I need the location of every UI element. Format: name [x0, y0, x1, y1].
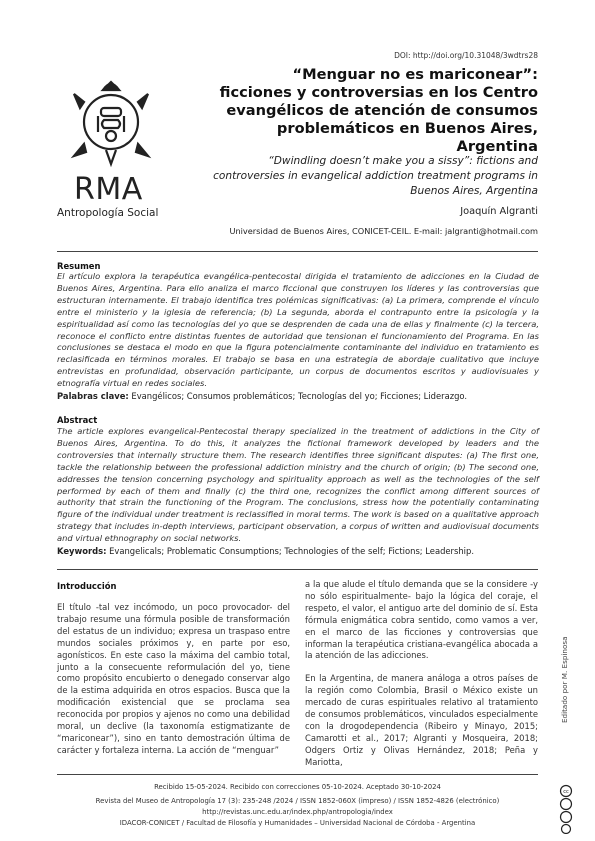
creative-commons-icon[interactable] [559, 784, 573, 834]
intro-paragraph: a la que alude el título demanda que se la considere -y no sólo espiritualmente- bajo la lógica del coraje, el respeto, el valor, el antiguo arte del dominio de sí. Esta fórmula enigmática cobra sentido, como vamos a ver, en el marco de las ficciones y controversias que informan la terapéutica cristiana-evangélica abocada a la atención de las adicciones. [305, 579, 538, 661]
resumen-text: El artículo explora la terapéutica evangélica-pentecostal dirigida el tratamiento de adicciones en la Ciudad de Buenos Aires, Argentina. Para ello analiza el marco ficcional que construyen los líderes y las controversias que estructuran internamente. El trabajo identifica tres polémicas significativas: (a) La primera, comprende el vínculo entre el ministerio y la iglesia de referencia; (b) La segunda, aborda el contrapunto entre la psicología y la espiritualidad así como las tecnologías del yo que se desprenden de cada una de ellas y finalmente (c) la tercera, reconoce el conflicto entre distintas fuentes de autoridad que tensionan el funcionamiento del Programa. En las conclusiones se destaca el modo en que la figura potencialmente contaminante del individuo en tratamiento es reclasificada en términos morales. El trabajo se basa en una estrategia de abordaje cualitativo que incluye entrevistas en profundidad, observación participante, un corpus de documentos escritos y audiovisuales y etnografía virtual en redes sociales. [57, 271, 539, 389]
keywords-es [57, 391, 539, 401]
svg-text:cc: cc [563, 789, 569, 795]
intro-column-left: El título -tal vez incómodo, un poco provocador- del trabajo resume una fórmula posible de transformación del estatus de un individuo; expresa un traspaso entre mundos sociales próximos y, en parte por eso, agonísticos. En este caso la máxima del cambio total, junto a la consecuente reformulación del yo, tiene como propósito encubierto o denegado conservar algo de la estima adquirida en otros espacios. Busca que la modificación existencial que se proclama sea reconocida por propios y ajenos no como una debilidad moral, un declive (la taxonomía estigmatizante de “mariconear”), sino en tanto demostración última de carácter y fortaleza interna. La acción de “menguar” [57, 602, 290, 755]
keywords-en [57, 546, 539, 556]
journal-url[interactable]: http://revistas.unc.edu.ar/index.php/antropologia/index [202, 808, 393, 816]
divider [57, 569, 538, 570]
institution-line: IDACOR-CONICET / Facultad de Filosofía y Humanidades – Universidad Nacional de Córdoba - Argentina [119, 819, 476, 827]
intro-column-right [305, 579, 538, 780]
journal-line: Revista del Museo de Antropología 17 (3): 235-248 /2024 / ISSN 1852-060X (impreso) / ISSN 1852-4826 (electrónico) [95, 797, 500, 805]
keywords-es-label: Palabras clave: [57, 391, 129, 401]
article-title-en: “Dwindling doesn’t make you a sissy”: fictions and controversies in evangelical addiction treatment programs in Buenos Aires, Argentina [213, 155, 538, 197]
intro-paragraph: En la Argentina, de manera análoga a otros países de la región como Colombia, Brasil o México existe un mercado de curas espirituales relativo al tratamiento de consumos problemáticos, vinculados especialmente con la drogodependencia (Ribeiro y Minayo, 2015; Camarotti et al., 2017; Algranti y Mosqueira, 2018; Odgers Ortiz y Olivas Hernández, 2018; Peña y Mariotta, [305, 673, 538, 767]
divider [57, 774, 538, 775]
resumen-heading: Resumen [57, 261, 101, 271]
rma-wordmark: RMA [74, 172, 143, 207]
abstract-text: The article explores evangelical-Pentecostal therapy specialized in the treatment of addictions in the City of Buenos Aires, Argentina. To do this, it analyzes the fictional framework developed by leaders and the controversies that internally structure them. The research identifies three significant disputes: (a) The first one, tackle the relationship between the professional addiction ministry and the church of origin; (b) The second one, addresses the tension concerning psychology and spirituality approach as well as the technologies of the self performed by each of them and finally (c) the third one, recognizes the conflict among different sources of authority that strain the functioning of the Program. The conclusions, stress how the potentially contaminating figure of the individual under treatment is reclassified in moral terms. The work is based on a qualitative approach strategy that includes in-depth interviews, participant observation, a corpus of written and audiovisual documents and virtual ethnography on social networks. [57, 426, 539, 544]
keywords-es-text: Evangélicos; Consumos problemáticos; Tecnologías del yo; Ficciones; Liderazgo. [128, 391, 468, 401]
abstract-heading: Abstract [57, 415, 98, 425]
intro-heading: Introducción [57, 581, 117, 591]
keywords-en-text: Evangelicals; Problematic Consumptions; Technologies of the self; Fictions; Leadership. [106, 546, 474, 556]
divider [57, 251, 538, 252]
dates-line: Recibido 15-05-2024. Recibido con correcciones 05-10-2024. Aceptado 30-10-2024 [154, 783, 441, 791]
rma-subtitle: Antropología Social [57, 207, 159, 219]
author-name: Joaquín Algranti [460, 206, 538, 217]
author-affiliation: Universidad de Buenos Aires, CONICET-CEIL. E-mail: jalgranti@hotmail.com [229, 226, 538, 236]
article-title-es: “Menguar no es mariconear”: ficciones y controversias en los Centro evangélicos de atención de consumos problemáticos en Buenos Aires, Argentina [219, 66, 538, 155]
doi-text[interactable]: DOI: http://doi.org/10.31048/3wdtrs28 [394, 51, 538, 60]
keywords-en-label: Keywords: [57, 546, 107, 556]
rma-logo-icon [70, 72, 152, 182]
editor-credit: Editado por M. Espinosa [560, 636, 569, 723]
